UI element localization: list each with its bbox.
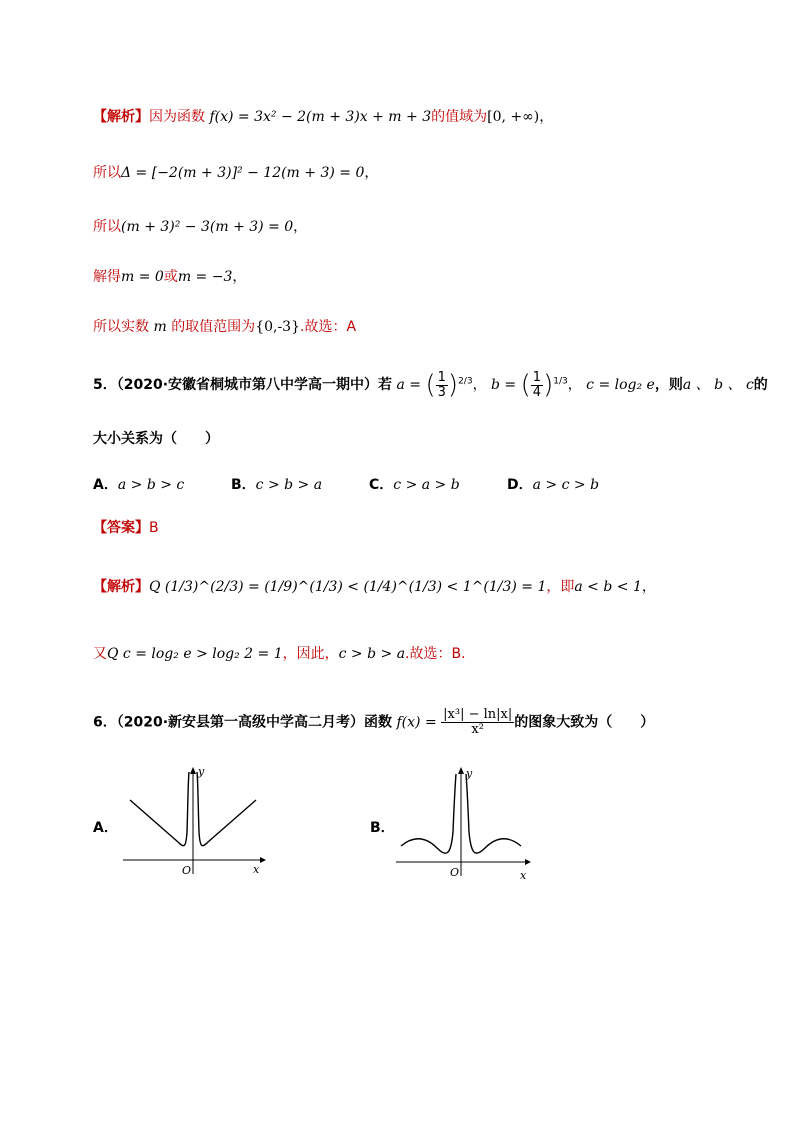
sol4-l4-or: 或 bbox=[163, 269, 178, 285]
sol4-l4-math1: m = 0 bbox=[121, 269, 164, 285]
sol4-line1 bbox=[93, 106, 553, 126]
q5-number: 5． bbox=[93, 377, 117, 393]
q6-f-num: |x³| − ln|x| bbox=[443, 707, 513, 722]
q5-a-frac bbox=[436, 371, 448, 400]
sol4-line4 bbox=[93, 266, 246, 286]
sol4-l5-text: 所以实数 bbox=[93, 319, 149, 335]
q6-f-expr: f(x) = bbox=[396, 714, 437, 731]
q5-option-b-label: B． bbox=[231, 477, 256, 493]
q5-answer bbox=[93, 517, 159, 537]
q5-line2: 大小关系为（ ） bbox=[93, 431, 219, 447]
sol4-l5-end: .故选：A bbox=[300, 319, 357, 335]
q5-option-c-label: C． bbox=[369, 477, 394, 493]
q5-b-expr: b = bbox=[491, 377, 517, 393]
graph-b-x-arrow bbox=[525, 859, 531, 865]
q5-a-exp: 2/3 bbox=[458, 376, 473, 387]
graph-b-curve-right bbox=[466, 774, 521, 853]
q6-option-b-label[interactable]: B． bbox=[370, 820, 395, 836]
answer-value: B bbox=[149, 520, 159, 536]
sol4-l4-text: 解得 bbox=[93, 269, 121, 285]
sol4-l2-end: ， bbox=[364, 165, 379, 181]
q5-b-den: 4 bbox=[532, 384, 542, 400]
sol4-l4-math2: m = −3 bbox=[177, 269, 233, 285]
q5-option-d[interactable] bbox=[507, 474, 645, 494]
q6-option-a-label[interactable]: A． bbox=[93, 820, 118, 836]
q6-source: （2020·新安县第一高级中学高二月考） bbox=[116, 714, 365, 731]
sol4-l5-mid: 的取值范围为 bbox=[171, 319, 256, 335]
sol4-l1-range: [0, +∞) bbox=[487, 109, 540, 125]
q6-graph-a[interactable] bbox=[120, 762, 270, 882]
q5-option-d-label: D． bbox=[507, 477, 533, 493]
q5-b-frac bbox=[531, 371, 543, 400]
q5-an1-math2: a < b < 1 bbox=[574, 579, 642, 595]
graph-a-x-label: x bbox=[253, 863, 260, 876]
q5-b-num: 1 bbox=[532, 369, 542, 385]
q5-analysis-tag: 【解析】 bbox=[93, 579, 149, 595]
sol4-l2-math: Δ = [−2(m + 3)]² − 12(m + 3) = 0 bbox=[121, 165, 365, 181]
graph-a-x-arrow bbox=[260, 857, 266, 863]
q5-analysis-line2 bbox=[93, 643, 466, 663]
q5-ze: ，则 bbox=[654, 377, 683, 393]
q5-source: （2020·安徽省桐城市第八中学高一期中） bbox=[116, 377, 379, 393]
graph-b-x-label: x bbox=[520, 869, 527, 882]
graph-b-curve-left bbox=[401, 774, 456, 853]
sol4-l1-math: f(x) = 3x² − 2(m + 3)x + m + 3 bbox=[209, 109, 432, 125]
q5-b-exp: 1/3 bbox=[553, 376, 568, 387]
q5-an2-math2: c > b > a bbox=[338, 646, 406, 662]
q5-an1-tail: ，即 bbox=[546, 579, 575, 595]
q5-an2-end: .故选：B. bbox=[405, 646, 466, 662]
q5-option-c-value: c > a > b bbox=[393, 477, 460, 493]
q6-line1 bbox=[93, 708, 654, 737]
q5-option-d-value: a > c > b bbox=[532, 477, 600, 493]
graph-b-origin-label: O bbox=[450, 866, 460, 879]
graph-a-y-arrow bbox=[190, 767, 196, 774]
analysis-tag: 【解析】 bbox=[93, 109, 149, 125]
q5-c-expr: c = log₂ e bbox=[586, 377, 655, 393]
sol4-line3 bbox=[93, 216, 307, 236]
sol4-l3-text: 所以 bbox=[93, 219, 121, 235]
sol4-l3-math: (m + 3)² − 3(m + 3) = 0 bbox=[121, 219, 294, 235]
q5-a-expr: a = bbox=[396, 377, 422, 393]
q5-option-b[interactable] bbox=[231, 474, 369, 494]
q5-an2-text: 又 bbox=[93, 646, 107, 662]
graph-b-y-label: y bbox=[466, 767, 473, 780]
graph-b-y-arrow bbox=[458, 767, 464, 774]
q5-an1-math: Q (1/3)^(2/3) = (1/9)^(1/3) < (1/4)^(1/3) < 1^(1/3) = 1 bbox=[149, 579, 547, 595]
graph-a-curve-left bbox=[130, 772, 189, 846]
q5-options bbox=[93, 474, 645, 494]
sol4-l2-text: 所以 bbox=[93, 165, 121, 181]
q5-an1-end: ， bbox=[641, 579, 656, 595]
graph-a-origin-label: O bbox=[182, 864, 192, 877]
sol4-line2 bbox=[93, 162, 378, 182]
sol4-l5-set: {0,-3} bbox=[255, 319, 300, 335]
sol4-l1-text: 因为函数 bbox=[149, 109, 205, 125]
q5-option-a-value: a > b > c bbox=[117, 477, 185, 493]
q5-option-c[interactable] bbox=[369, 474, 507, 494]
q5-vars: a 、 b 、 c bbox=[682, 377, 754, 393]
answer-tag: 【答案】 bbox=[93, 520, 149, 536]
q5-option-a-label: A． bbox=[93, 477, 118, 493]
sol4-l4-end: ， bbox=[232, 269, 247, 285]
q5-a-num: 1 bbox=[437, 369, 446, 385]
q6-graph-b[interactable] bbox=[393, 762, 533, 882]
q5-analysis-line1 bbox=[93, 576, 656, 596]
q5-option-b-value: c > b > a bbox=[255, 477, 323, 493]
sol4-l3-end: ， bbox=[293, 219, 308, 235]
graph-a-curve-right bbox=[197, 772, 256, 846]
sol4-l5-m: m bbox=[153, 319, 167, 335]
q5-line1: 5．（2020·安徽省桐城市第八中学高一期中）若 a = ( $\frac{1}{3}$ )$^{2/3}$， b = ( $\frac{1}{4}$ )$^{1/3}$， c = log₂ e，则a 、 b 、 c的 bbox=[93, 369, 768, 400]
q5-an2-mid: ，因此， bbox=[282, 646, 339, 662]
q5-a-den: 3 bbox=[437, 384, 446, 400]
q6-f-frac bbox=[441, 708, 514, 737]
q5-ruo: 若 bbox=[378, 377, 393, 393]
sol4-l1-tail: 的值域为 bbox=[431, 109, 488, 125]
q5-an2-math: Q c = log₂ e > log₂ 2 = 1 bbox=[107, 646, 283, 662]
q6-tail: 的图象大致为（ ） bbox=[514, 714, 655, 731]
q5-de: 的 bbox=[753, 377, 768, 393]
q5-option-a[interactable] bbox=[93, 474, 231, 494]
q6-number: 6． bbox=[93, 714, 117, 731]
sol4-line5 bbox=[93, 316, 356, 336]
sol4-l1-end: ， bbox=[539, 109, 554, 125]
q6-hanshu: 函数 bbox=[364, 714, 393, 731]
q6-f-den: x² bbox=[471, 722, 484, 737]
graph-a-y-label: y bbox=[198, 765, 205, 778]
